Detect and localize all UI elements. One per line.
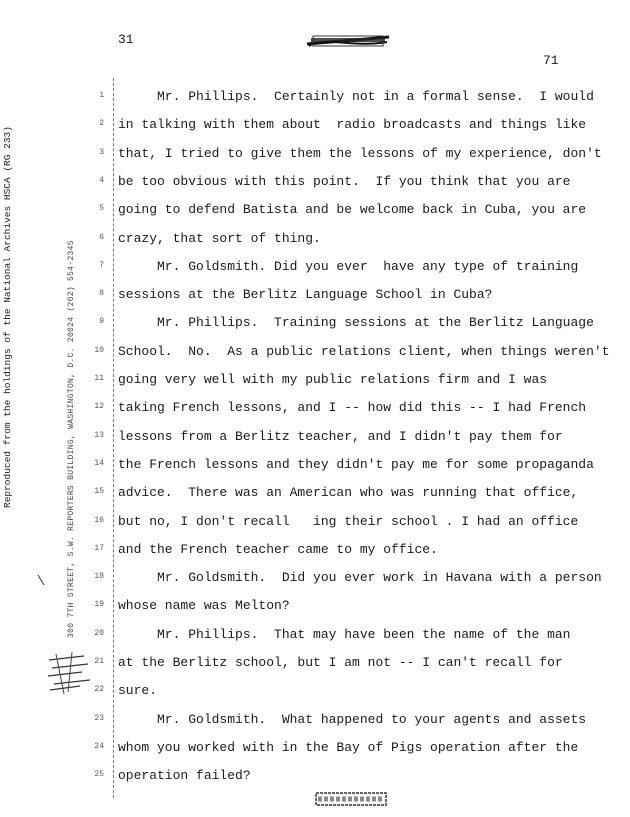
line-number: 22 xyxy=(94,685,104,695)
reporter-address-side-note: 300 7TH STREET, S.W. REPORTERS BUILDING, WASHINGTON, D.C. 20024 (202) 554-2345 xyxy=(67,240,76,638)
page-number-right: 71 xyxy=(543,53,559,68)
line-number: 7 xyxy=(99,260,104,270)
transcript-line: Mr. Goldsmith. Did you ever have any type of training xyxy=(118,258,579,274)
line-number: 9 xyxy=(99,317,104,327)
transcript-line: Mr. Phillips. Certainly not in a formal sense. I would xyxy=(118,89,594,104)
line-number: 15 xyxy=(94,487,104,497)
transcript-line: but no, I don't recall ing their school . I had an office xyxy=(118,513,579,529)
line-number: 12 xyxy=(94,402,104,412)
transcript-line: crazy, that sort of thing. xyxy=(118,230,321,246)
margin-tick-icon xyxy=(36,574,46,586)
line-number: 20 xyxy=(94,628,104,638)
line-number: 24 xyxy=(94,741,104,751)
transcript-line: School. No. As a public relations client, when things weren't xyxy=(118,343,610,359)
line-number: 17 xyxy=(94,543,104,553)
line-number: 1 xyxy=(99,91,104,100)
line-number: 25 xyxy=(94,770,104,780)
line-number: 4 xyxy=(99,175,104,185)
transcript-line: whose name was Melton? xyxy=(118,598,290,614)
transcript-line: Mr. Goldsmith. What happened to your agents and assets xyxy=(118,711,587,727)
line-number: 23 xyxy=(94,713,104,723)
line-number: 8 xyxy=(99,289,104,299)
transcript-line: at the Berlitz school, but I am not -- I can't recall for xyxy=(118,655,563,670)
line-number: 6 xyxy=(99,232,104,242)
line-number: 13 xyxy=(94,430,104,440)
redaction-stamp-top xyxy=(305,32,391,50)
transcript-line: operation failed? xyxy=(118,768,251,784)
transcript-line: be too obvious with this point. If you think that you are xyxy=(118,173,571,189)
page-number-left: 31 xyxy=(118,32,134,47)
transcript-line: Mr. Phillips. That may have been the name of the man xyxy=(118,626,571,642)
transcript-line: the French lessons and they didn't pay me for some propaganda xyxy=(118,456,594,472)
line-number: 21 xyxy=(94,657,104,666)
archive-side-note: Reproduced from the holdings of the National Archives HSCA (RG 233) xyxy=(2,126,13,508)
transcript-line: taking French lessons, and I -- how did this -- I had French xyxy=(118,400,587,416)
line-number: 18 xyxy=(94,572,104,582)
redaction-stamp-bottom xyxy=(312,790,390,808)
transcript-line: and the French teacher came to my office. xyxy=(118,541,438,557)
line-number: 2 xyxy=(99,119,104,129)
transcript-line: Mr. Phillips. Training sessions at the Berlitz Language xyxy=(118,315,594,331)
transcript-line: sessions at the Berlitz Language School in Cuba? xyxy=(118,287,493,303)
line-number: 14 xyxy=(94,458,104,468)
transcript-line: sure. xyxy=(118,683,158,699)
line-number: 11 xyxy=(94,374,104,383)
line-number: 19 xyxy=(94,600,104,610)
transcript-line: going to defend Batista and be welcome back in Cuba, you are xyxy=(118,202,587,218)
transcript-line: Mr. Goldsmith. Did you ever work in Havana with a person xyxy=(118,570,602,586)
handwritten-scribble-icon xyxy=(44,650,94,696)
transcript-line: going very well with my public relations firm and I was xyxy=(118,372,548,387)
margin-rule xyxy=(113,78,114,798)
line-number: 3 xyxy=(99,147,104,157)
transcript-line: lessons from a Berlitz teacher, and I didn't pay them for xyxy=(118,428,563,444)
transcript-line: advice. There was an American who was running that office, xyxy=(118,485,579,501)
line-number: 16 xyxy=(94,515,104,525)
transcript-line: that, I tried to give them the lessons of my experience, don't xyxy=(118,145,602,161)
transcript-line: whom you worked with in the Bay of Pigs operation after the xyxy=(118,739,579,755)
line-number: 10 xyxy=(94,345,104,355)
transcript-line: in talking with them about radio broadcasts and things like xyxy=(118,117,587,133)
line-number: 5 xyxy=(99,204,104,214)
